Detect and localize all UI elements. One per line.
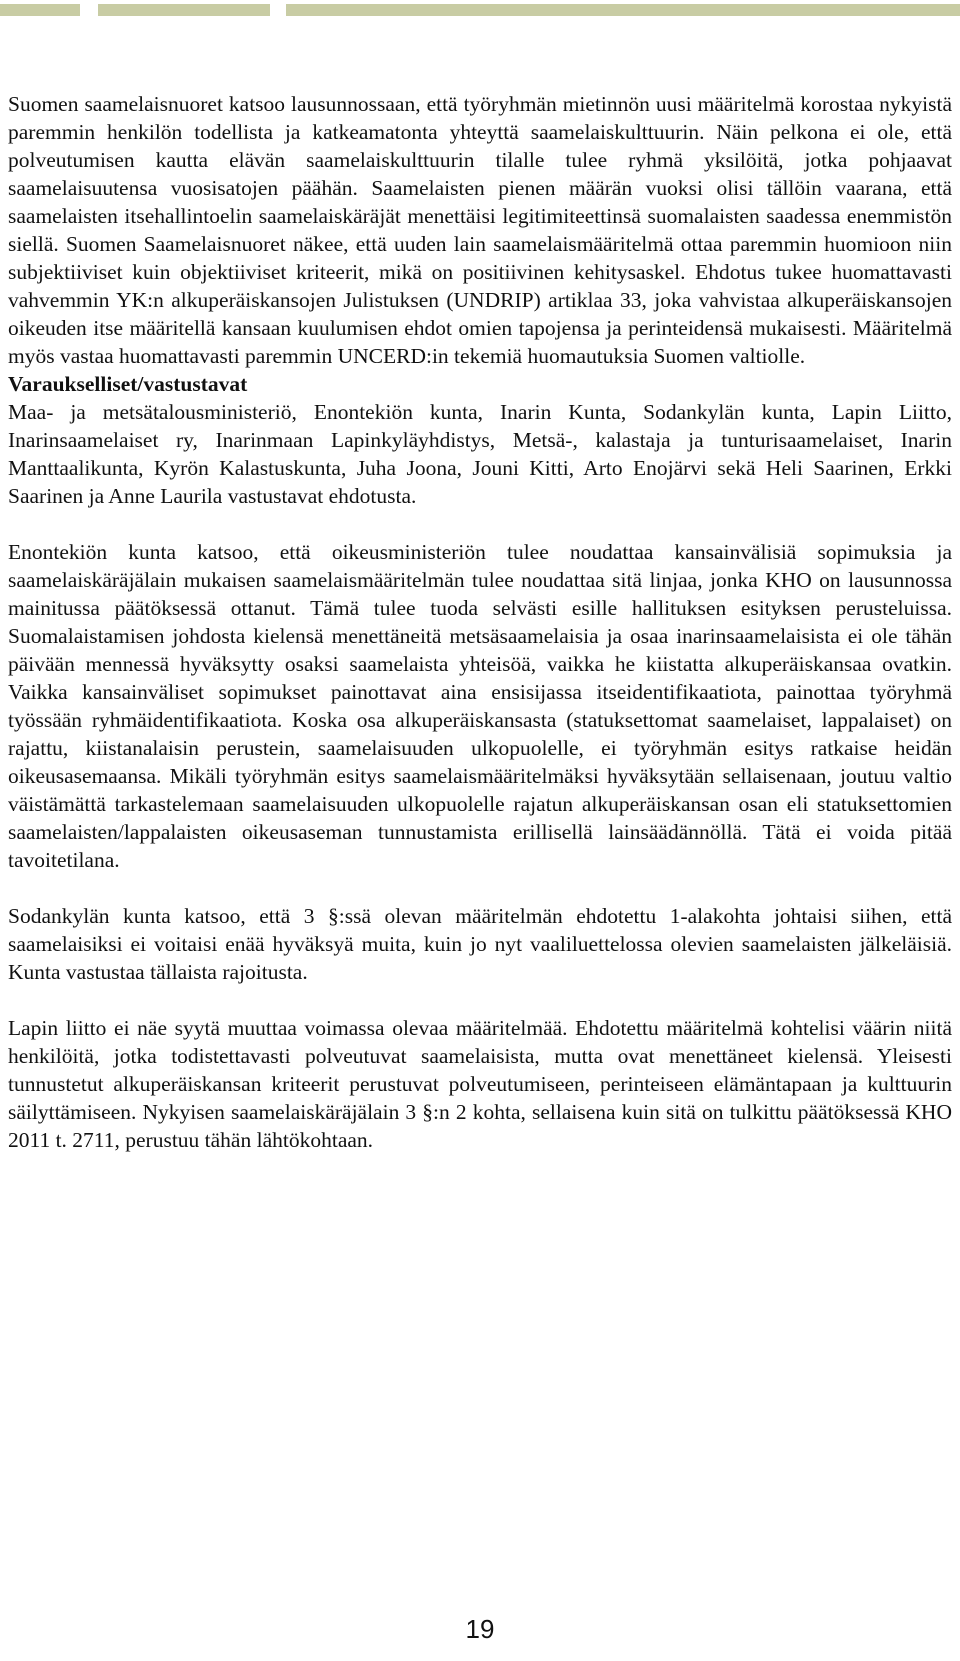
header-bar-1 [0,4,80,16]
section-heading: Varaukselliset/vastustavat [8,372,248,396]
page-number: 19 [465,1614,495,1644]
header-bar-2 [98,4,270,16]
paragraph-lapin-liitto: Lapin liitto ei näe syytä muuttaa voimassa olevaa määritelmää. Ehdotettu määritelmä kohtelisi väärin niitä henkilöitä, jotka todistettavasti polveutuvat saamelaisista, mutta ovat menettäneet kielensä. Yleisesti tunnustetut alkuperäiskansan kriteerit perustuvat polveutumiseen, perinteiseen elämäntapaan ja kulttuurin säilyttämiseen. Nykyisen saamelaiskäräjälain 3 §:n 2 kohta, sellaisena kuin sitä on tulkittu päätöksessä KHO 2011 t. 2711, perustuu tähän lähtökohtaan. [8,1016,952,1152]
paragraph-enontekio: Enontekiön kunta katsoo, että oikeusministeriön tulee noudattaa kansainvälisiä sopimuksia ja saamelaiskäräjälain mukaisen saamelaismääritelmän tulee noudattaa sitä linjaa, jonka KHO on lausunnossa mainitussa päätöksessä ottanut. Tämä tulee tuoda selvästi esille hallituksen esityksen perusteluissa. Suomalaistamisen johdosta kielensä menettäneitä metsäsaamelaisia ja osaa inarinsaamelaisista ei ole tähän päivään mennessä hyväksytty osaksi saamelaista yhteisöä, vaikka he kiistatta alkuperäiskansaa ovatkin. Vaikka kansainväliset sopimukset painottavat aina ensisijassa itseidentifikaatiota, painottaa työryhmä työssään ryhmäidentifikaatiota. Koska osa alkuperäiskansasta (statuksettomat saamelaiset, lappalaiset) on rajattu, kiistanalaisin perustein, saamelaisuuden ulkopuolelle, ei työryhmän esitys ratkaise heidän oikeusasemaansa. Mikäli työryhmän esitys saamelaismääritelmäksi hyväksytään sellaisenaan, joutuu valtio väistämättä tarkastelemaan saamelaisuuden ulkopuolelle rajatun alkuperäiskansan osan eli statuksettomien saamelaisten/lappalaisten oikeusaseman tunnustamista erillisellä lainsäädännöllä. Tätä ei voida pitää tavoitetilana. [8,540,952,872]
paragraph-opponents-list: Maa- ja metsätalousministeriö, Enontekiön kunta, Inarin Kunta, Sodankylän kunta, Lapin Liitto, Inarinsaamelaiset ry, Inarinmaan Lapinkyläyhdistys, Metsä-, kalastaja ja tunturisaamelaiset, Inarin Manttaalikunta, Kyrön Kalastuskunta, Juha Joona, Jouni Kitti, Arto Enojärvi sekä Heli Saarinen, Erkki Saarinen ja Anne Laurila vastustavat ehdotusta. [8,400,952,508]
header-bar-3 [286,4,960,16]
paragraph-sodankyla: Sodankylän kunta katsoo, että 3 §:ssä olevan määritelmän ehdotettu 1-alakohta johtaisi siihen, että saamelaisiksi ei voitaisi enää hyväksyä muita, kuin jo nyt vaaliluettelossa olevien saamelaisten jälkeläisiä. Kunta vastustaa tällaista rajoitusta. [8,904,952,984]
document-body [8,90,952,1154]
paragraph-saamelaisnuoret: Suomen saamelaisnuoret katsoo lausunnossaan, että työryhmän mietinnön uusi määritelmä korostaa nykyistä paremmin henkilön todellista ja katkeamatonta yhteyttä saamelaiskulttuurin. Näin pelkona ei ole, että polveutumisen kautta elävän saamelaiskulttuurin tilalle tulee ryhmä yksilöitä, jotka pohjaavat saamelaisuutensa vuosisatojen päähän. Saamelaisten pienen määrän vuoksi olisi tällöin vaarana, että saamelaisten itsehallintoelin saamelaiskäräjät menettäisi legitimiteettinsä suomalaisten saadessa enemmistön siellä. Suomen Saamelaisnuoret näkee, että uuden lain saamelaismääritelmä ottaa paremmin huomioon niin subjektiiviset kuin objektiiviset kriteerit, mikä on positiivinen kehitysaskel. Ehdotus tukee huomattavasti vahvemmin YK:n alkuperäiskansojen Julistuksen (UNDRIP) artiklaa 33, joka vahvistaa alkuperäiskansojen oikeuden itse määritellä kansaan kuulumisen ehdot omien tapojensa ja perinteidensä mukaisesti. Määritelmä myös vastaa huomattavasti paremmin UNCERD:in tekemiä huomautuksia Suomen valtiolle. [8,92,952,368]
